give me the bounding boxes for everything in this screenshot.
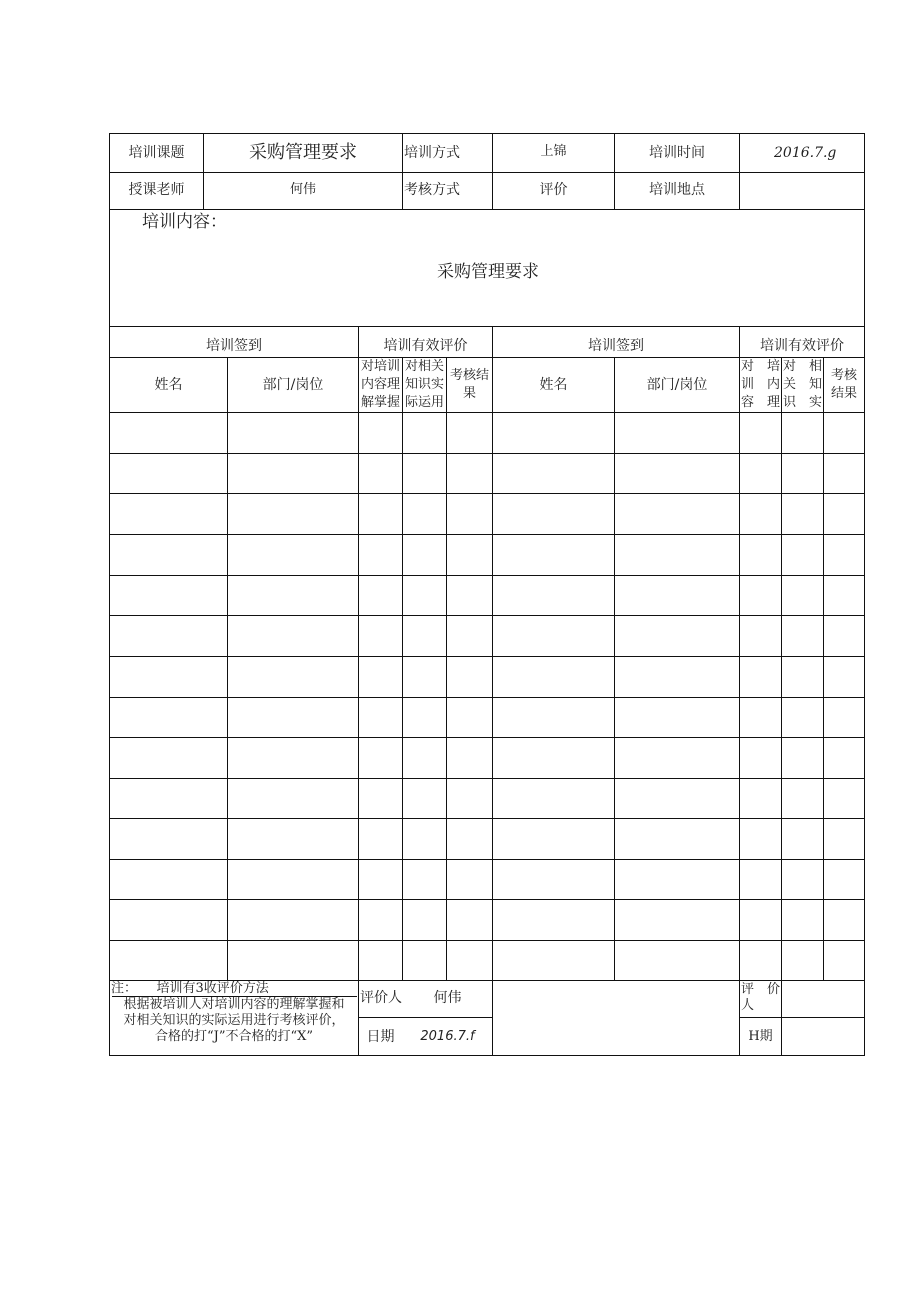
time-label: 培训时间 — [649, 145, 705, 161]
content-label: 培训内容： — [142, 212, 227, 232]
place-label: 培训地点 — [649, 182, 705, 198]
r-col-understanding-header: 对 培 训 内 容 理 — [740, 359, 780, 410]
date-value: 2016.7.f — [420, 1029, 475, 1044]
teacher-label: 授课老师 — [128, 182, 185, 198]
teacher-value: 何伟 — [289, 182, 316, 197]
r-col-application-header: 对 相 关 知 识 实 — [782, 359, 822, 410]
col-application-header: 对相关 知识实 际运用 — [404, 359, 444, 410]
left-eval-header: 培训有效评价 — [383, 338, 468, 354]
method-value: 上锦 — [540, 144, 567, 159]
exam-label: 考核方式 — [404, 182, 460, 198]
col-result-header: 考核结 果 — [449, 368, 489, 401]
date-label: 日期 — [366, 1029, 395, 1045]
right-signin-header: 培训签到 — [588, 338, 644, 354]
method-label: 培训方式 — [404, 145, 460, 161]
col-name-header: 姓名 — [154, 377, 183, 393]
right-eval-header: 培训有效评价 — [760, 338, 844, 354]
exam-value: 评价 — [539, 182, 568, 198]
time-value: 2016.7.g — [774, 145, 837, 161]
note-body: 根据被培训人对培训内容的理解掌握和 对相关知识的实际运用进行考核评价， 合格的打“J”不合格的打“X” — [123, 997, 345, 1044]
note-title: 注： 培训有3收评价方法 — [111, 981, 269, 996]
evaluator-value: 何伟 — [433, 990, 462, 1006]
col-dept-header: 部门/岗位 — [262, 377, 324, 393]
content-title: 采购管理要求 — [437, 262, 539, 282]
left-signin-header: 培训签到 — [206, 338, 262, 354]
r-evaluator-label: 评 价 人 — [741, 982, 781, 1013]
col-understanding-header: 对培训 内容理 解掌握 — [360, 359, 400, 410]
r-col-name-header: 姓名 — [539, 377, 568, 393]
r-date-label: H期 — [748, 1029, 773, 1044]
r-col-dept-header: 部门/岗位 — [646, 377, 708, 393]
topic-value: 采购管理要求 — [249, 142, 357, 163]
r-col-result-header: 考核 结果 — [830, 368, 857, 401]
evaluator-label: 评价人 — [360, 990, 402, 1006]
topic-label: 培训课题 — [128, 145, 185, 161]
